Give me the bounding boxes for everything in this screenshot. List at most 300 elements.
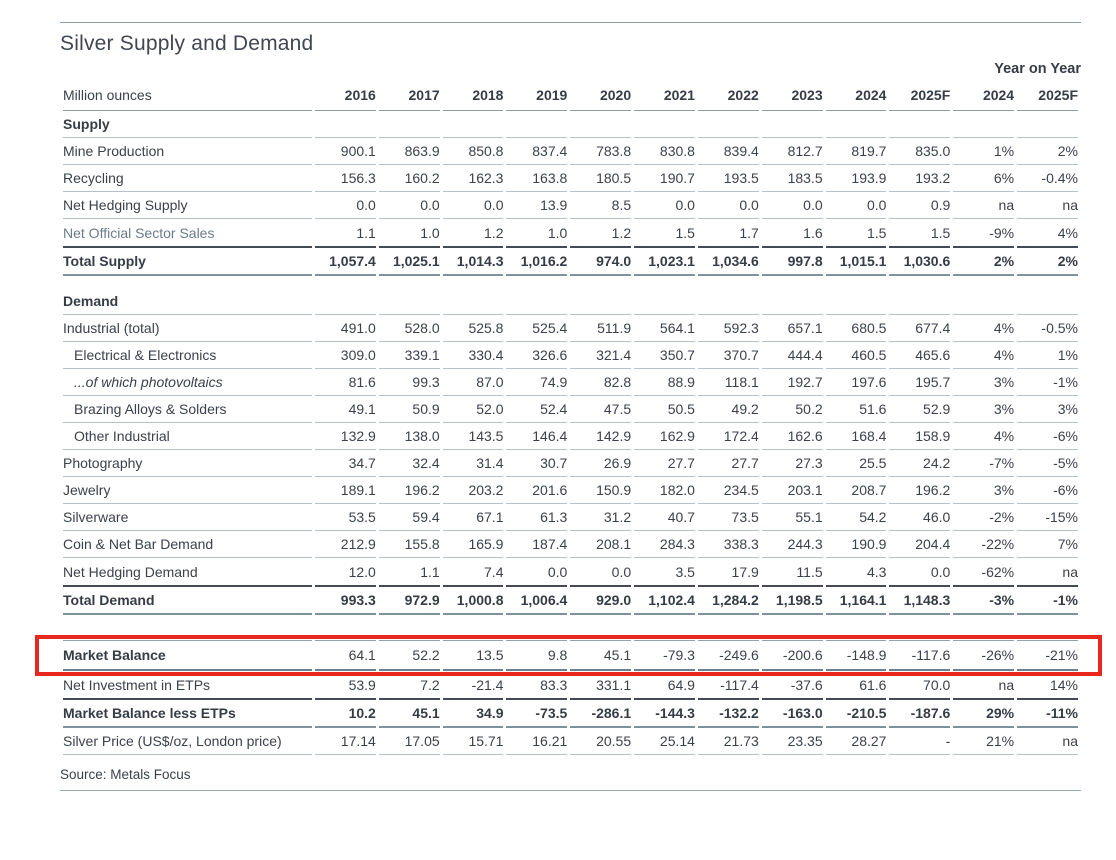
year-header: 2023 [762, 79, 823, 111]
value-cell: 1,034.6 [698, 246, 759, 276]
value-cell: -117.4 [720, 676, 759, 693]
value-cell: 158.9 [889, 423, 950, 450]
value-cell: 54.2 [826, 504, 887, 531]
yoy-value-cell: 3% [1017, 396, 1078, 423]
yoy-value-cell [1017, 111, 1078, 138]
year-header: 2021 [634, 79, 695, 111]
value-cell: 0.0 [611, 563, 632, 580]
value-cell: 15.71 [443, 728, 504, 755]
yoy-value-cell: -15% [1017, 504, 1078, 531]
value-cell: 53.9 [348, 676, 376, 693]
value-cell: 1.2 [611, 224, 632, 241]
value-cell: 203.2 [443, 477, 504, 504]
value-cell: 1.7 [739, 224, 759, 241]
value-cell [762, 111, 823, 138]
yoy-value-cell: 4% [953, 423, 1014, 450]
value-cell: 331.1 [596, 676, 632, 693]
value-cell: 680.5 [826, 315, 887, 342]
value-cell: 528.0 [379, 315, 440, 342]
value-cell: 4.3 [866, 563, 887, 580]
value-cell: 1,000.8 [443, 585, 504, 615]
value-cell: 163.8 [506, 165, 567, 192]
yoy-value-cell: na [1017, 728, 1078, 755]
value-cell: -37.6 [790, 676, 823, 693]
table-row [63, 477, 1078, 504]
value-cell: 1,025.1 [379, 246, 440, 276]
value-cell: 10.2 [315, 698, 376, 728]
value-cell: 338.3 [698, 531, 759, 558]
value-cell: 52.2 [379, 640, 440, 671]
yoy-value-cell: -1% [1017, 369, 1078, 396]
yoy-value-cell: 2% [953, 246, 1014, 276]
yoy-value-cell [953, 288, 1014, 315]
value-cell: 208.1 [570, 531, 631, 558]
yoy-value-cell: 7% [1017, 531, 1078, 558]
value-cell: 0.9 [889, 192, 950, 219]
value-cell: 204.4 [889, 531, 950, 558]
value-cell: 27.7 [634, 450, 695, 477]
value-cell: 1,023.1 [634, 246, 695, 276]
value-cell: 0.0 [826, 192, 887, 219]
value-cell: 180.5 [570, 165, 631, 192]
table-row [63, 531, 1078, 558]
table-row [63, 558, 1078, 585]
yoy-value-cell: 4% [1057, 224, 1078, 241]
row-label: Photography [63, 450, 312, 477]
value-cell: 830.8 [634, 138, 695, 165]
value-cell: 21.73 [698, 728, 759, 755]
value-cell: 677.4 [889, 315, 950, 342]
value-cell: 190.9 [826, 531, 887, 558]
year-on-year-label: Year on Year [994, 61, 1081, 77]
value-cell: 59.4 [379, 504, 440, 531]
row-label: Supply [63, 111, 312, 138]
value-cell: 49.1 [315, 396, 376, 423]
yoy-value-cell: -1% [1017, 585, 1078, 615]
value-cell: 118.1 [698, 369, 759, 396]
value-cell: 64.1 [315, 640, 376, 671]
row-label: Net Hedging Supply [63, 192, 312, 219]
row-label: Demand [63, 288, 312, 315]
yoy-value-cell [1017, 288, 1078, 315]
value-cell: 1,015.1 [826, 246, 887, 276]
yoy-value-cell: 1% [1017, 342, 1078, 369]
value-cell: 162.3 [443, 165, 504, 192]
yoy-value-cell: -6% [1017, 423, 1078, 450]
row-label: Total Supply [63, 246, 312, 276]
year-header: 2024 [826, 79, 887, 111]
yoy-value-cell: -21% [1017, 640, 1078, 671]
value-cell: 339.1 [379, 342, 440, 369]
value-cell: 1.0 [547, 224, 568, 241]
value-cell: 182.0 [634, 477, 695, 504]
value-cell: 783.8 [570, 138, 631, 165]
table-row [63, 640, 1078, 671]
value-cell: 160.2 [379, 165, 440, 192]
value-cell [570, 111, 631, 138]
value-cell: 155.8 [379, 531, 440, 558]
value-cell: 53.5 [315, 504, 376, 531]
value-cell: 17.05 [379, 728, 440, 755]
value-cell: 819.7 [826, 138, 887, 165]
value-cell: 16.21 [506, 728, 567, 755]
table-row [63, 450, 1078, 477]
table-row [63, 342, 1078, 369]
value-cell: 309.0 [315, 342, 376, 369]
value-cell: 1.6 [803, 224, 823, 241]
section-header-row [63, 111, 1078, 138]
value-cell: 162.9 [634, 423, 695, 450]
value-cell: 592.3 [698, 315, 759, 342]
top-rule [60, 22, 1081, 23]
value-cell [443, 111, 504, 138]
value-cell: 74.9 [506, 369, 567, 396]
value-cell: 8.5 [570, 192, 631, 219]
value-cell: 835.0 [889, 138, 950, 165]
value-cell: 1,198.5 [762, 585, 823, 615]
yoy-value-cell: 3% [953, 477, 1014, 504]
value-cell: 7.2 [420, 676, 440, 693]
value-cell: 1.1 [356, 224, 376, 241]
silver-supply-demand-table [60, 79, 1081, 755]
table-row [63, 504, 1078, 531]
value-cell: 465.6 [889, 342, 950, 369]
value-cell: 234.5 [698, 477, 759, 504]
value-cell: 50.9 [379, 396, 440, 423]
value-cell: 31.2 [570, 504, 631, 531]
value-cell: 244.3 [762, 531, 823, 558]
value-cell: 193.9 [826, 165, 887, 192]
yoy-value-cell: -6% [1017, 477, 1078, 504]
value-cell: -73.5 [506, 698, 567, 728]
value-cell: 52.4 [506, 396, 567, 423]
value-cell: 138.0 [379, 423, 440, 450]
yoy-value-cell: -0.5% [1017, 315, 1078, 342]
yoy-value-cell: 14% [1049, 676, 1078, 693]
value-cell: 187.4 [506, 531, 567, 558]
value-cell: 26.9 [570, 450, 631, 477]
value-cell: 50.2 [762, 396, 823, 423]
yoy-value-cell: 2% [1017, 138, 1078, 165]
row-label: Jewelry [63, 477, 312, 504]
value-cell: 81.6 [315, 369, 376, 396]
value-cell [634, 288, 695, 315]
value-cell: 1.0 [420, 224, 440, 241]
value-cell: 17.14 [315, 728, 376, 755]
value-cell: 350.7 [634, 342, 695, 369]
value-cell: 88.9 [634, 369, 695, 396]
value-cell: 12.0 [348, 563, 376, 580]
value-cell: 0.0 [315, 192, 376, 219]
value-cell: 1,014.3 [443, 246, 504, 276]
value-cell: 150.9 [570, 477, 631, 504]
row-label: Industrial (total) [63, 315, 312, 342]
value-cell: 52.0 [443, 396, 504, 423]
value-cell: 196.2 [379, 477, 440, 504]
yoy-value-cell: 21% [953, 728, 1014, 755]
yoy-value-cell: 2% [1017, 246, 1078, 276]
value-cell: 183.5 [762, 165, 823, 192]
value-cell: 525.8 [443, 315, 504, 342]
value-cell: -187.6 [889, 698, 950, 728]
value-cell: 61.6 [859, 676, 887, 693]
table-row [63, 396, 1078, 423]
table-row [63, 671, 1078, 698]
value-cell: -148.9 [826, 640, 887, 671]
value-cell: 45.1 [379, 698, 440, 728]
year-header: 2022 [698, 79, 759, 111]
yoy-value-cell: 4% [953, 342, 1014, 369]
value-cell: 142.9 [570, 423, 631, 450]
value-cell: -117.6 [889, 640, 950, 671]
value-cell: 13.5 [443, 640, 504, 671]
value-cell: 929.0 [570, 585, 631, 615]
value-cell: 34.9 [443, 698, 504, 728]
row-label: Market Balance less ETPs [63, 698, 312, 728]
table-row [63, 585, 1078, 615]
table-row [63, 698, 1078, 728]
value-cell: 863.9 [379, 138, 440, 165]
value-cell: 201.6 [506, 477, 567, 504]
value-cell: 0.0 [443, 192, 504, 219]
row-label: Coin & Net Bar Demand [63, 531, 312, 558]
table-row [63, 423, 1078, 450]
table-row [63, 219, 1078, 246]
value-cell: 511.9 [570, 315, 631, 342]
value-cell: 193.2 [889, 165, 950, 192]
yoy-value-cell: -2% [953, 504, 1014, 531]
value-cell: -210.5 [826, 698, 887, 728]
table-row [63, 728, 1078, 755]
yoy-value-cell: 3% [953, 369, 1014, 396]
table-row [63, 192, 1078, 219]
value-cell [826, 288, 887, 315]
value-cell: 850.8 [443, 138, 504, 165]
value-cell: 837.4 [506, 138, 567, 165]
value-cell: 193.5 [698, 165, 759, 192]
row-label: Net Investment in ETPs [63, 676, 211, 693]
value-cell: 1.2 [484, 224, 504, 241]
value-cell: 146.4 [506, 423, 567, 450]
value-cell: 321.4 [570, 342, 631, 369]
value-cell: 143.5 [443, 423, 504, 450]
value-cell: 1.5 [930, 224, 951, 241]
value-cell: 99.3 [379, 369, 440, 396]
row-label: Recycling [63, 165, 312, 192]
value-cell: 1.5 [675, 224, 695, 241]
value-cell: 34.7 [315, 450, 376, 477]
value-cell [889, 111, 950, 138]
yoy-value-cell: -9% [989, 224, 1015, 241]
value-cell: 73.5 [698, 504, 759, 531]
value-cell [698, 288, 759, 315]
value-cell: 1,006.4 [506, 585, 567, 615]
value-cell: 40.7 [634, 504, 695, 531]
yoy-year-header: 2024 [953, 79, 1014, 111]
value-cell [379, 288, 440, 315]
value-cell: 32.4 [379, 450, 440, 477]
value-cell: 162.6 [762, 423, 823, 450]
value-cell: 0.0 [634, 192, 695, 219]
yoy-value-cell: -26% [953, 640, 1014, 671]
value-cell: 45.1 [570, 640, 631, 671]
value-cell: 7.4 [484, 563, 504, 580]
value-cell [379, 111, 440, 138]
value-cell: 444.4 [762, 342, 823, 369]
row-label: Net Official Sector Sales [63, 224, 215, 241]
value-cell: 55.1 [762, 504, 823, 531]
value-cell [443, 288, 504, 315]
value-cell: 212.9 [315, 531, 376, 558]
value-cell: 70.0 [923, 676, 951, 693]
row-label: Electrical & Electronics [63, 342, 312, 369]
yoy-value-cell: 1% [953, 138, 1014, 165]
value-cell: 1,284.2 [698, 585, 759, 615]
value-cell [315, 111, 376, 138]
row-label: Mine Production [63, 138, 312, 165]
value-cell: 51.6 [826, 396, 887, 423]
value-cell: 27.7 [698, 450, 759, 477]
yoy-value-cell: 6% [953, 165, 1014, 192]
table-row [63, 369, 1078, 396]
row-label: ...of which photovoltaics [63, 369, 312, 396]
value-cell: 64.9 [667, 676, 695, 693]
value-cell: 564.1 [634, 315, 695, 342]
value-cell: 28.27 [826, 728, 887, 755]
value-cell: -163.0 [762, 698, 823, 728]
value-cell: -21.4 [471, 676, 504, 693]
value-cell: -132.2 [698, 698, 759, 728]
value-cell: 172.4 [698, 423, 759, 450]
spacer-row [63, 276, 1078, 288]
value-cell: 0.0 [930, 563, 951, 580]
value-cell [634, 111, 695, 138]
value-cell: 24.2 [889, 450, 950, 477]
row-label: Net Hedging Demand [63, 563, 198, 580]
value-cell: 9.8 [506, 640, 567, 671]
bottom-rule [60, 790, 1081, 791]
value-cell [698, 111, 759, 138]
value-cell: 27.3 [762, 450, 823, 477]
value-cell: 284.3 [634, 531, 695, 558]
value-cell: 17.9 [731, 563, 759, 580]
table-row [63, 315, 1078, 342]
spacer-cell [63, 276, 1078, 288]
source-note: Source: Metals Focus [60, 767, 191, 782]
value-cell: 50.5 [634, 396, 695, 423]
value-cell: 203.1 [762, 477, 823, 504]
value-cell: - [889, 728, 950, 755]
value-cell: 197.6 [826, 369, 887, 396]
yoy-value-cell: 29% [953, 698, 1014, 728]
value-cell: 997.8 [762, 246, 823, 276]
year-header: 2025F [889, 79, 950, 111]
value-cell: -200.6 [762, 640, 823, 671]
yoy-value-cell: 4% [953, 315, 1014, 342]
value-cell: 83.3 [540, 676, 568, 693]
value-cell: 189.1 [315, 477, 376, 504]
value-cell: 61.3 [506, 504, 567, 531]
year-header: 2016 [315, 79, 376, 111]
yoy-value-cell [953, 111, 1014, 138]
row-label: Market Balance [63, 640, 312, 671]
unit-header: Million ounces [63, 79, 312, 111]
yoy-value-cell: -62% [981, 563, 1015, 580]
yoy-value-cell: -3% [953, 585, 1014, 615]
value-cell: 1,164.1 [826, 585, 887, 615]
value-cell: 30.7 [506, 450, 567, 477]
value-cell: 67.1 [443, 504, 504, 531]
value-cell: 1.5 [866, 224, 887, 241]
value-cell: -144.3 [634, 698, 695, 728]
value-cell: 47.5 [570, 396, 631, 423]
value-cell: 208.7 [826, 477, 887, 504]
yoy-value-cell: -22% [953, 531, 1014, 558]
year-header: 2020 [570, 79, 631, 111]
value-cell: 23.35 [762, 728, 823, 755]
value-cell: 1,030.6 [889, 246, 950, 276]
value-cell: 326.6 [506, 342, 567, 369]
value-cell: 1,057.4 [315, 246, 376, 276]
value-cell: 0.0 [762, 192, 823, 219]
value-cell: -249.6 [698, 640, 759, 671]
year-header: 2019 [506, 79, 567, 111]
value-cell [762, 288, 823, 315]
table-row [63, 138, 1078, 165]
row-label: Silver Price (US$/oz, London price) [63, 728, 312, 755]
value-cell: 168.4 [826, 423, 887, 450]
value-cell: 1,148.3 [889, 585, 950, 615]
value-cell: 25.5 [826, 450, 887, 477]
value-cell: 1.1 [420, 563, 440, 580]
value-cell: 974.0 [570, 246, 631, 276]
yoy-value-cell: na [1062, 563, 1078, 580]
value-cell: 82.8 [570, 369, 631, 396]
value-cell: 20.55 [570, 728, 631, 755]
value-cell: 657.1 [762, 315, 823, 342]
value-cell: 11.5 [796, 563, 823, 580]
value-cell [570, 288, 631, 315]
row-label: Silverware [63, 504, 312, 531]
value-cell: 190.7 [634, 165, 695, 192]
value-cell: 192.7 [762, 369, 823, 396]
value-cell: 1,102.4 [634, 585, 695, 615]
value-cell: -79.3 [634, 640, 695, 671]
value-cell: 49.2 [698, 396, 759, 423]
value-cell: 525.4 [506, 315, 567, 342]
value-cell: -286.1 [570, 698, 631, 728]
report-page [60, 22, 1081, 791]
value-cell: 972.9 [379, 585, 440, 615]
year-header: 2017 [379, 79, 440, 111]
value-cell: 3.5 [675, 563, 695, 580]
value-cell: 812.7 [762, 138, 823, 165]
value-cell: 13.9 [506, 192, 567, 219]
year-header: 2018 [443, 79, 504, 111]
value-cell: 0.0 [547, 563, 568, 580]
value-cell [889, 288, 950, 315]
value-cell: 993.3 [315, 585, 376, 615]
yoy-value-cell: na [953, 192, 1014, 219]
yoy-value-cell: -7% [953, 450, 1014, 477]
section-header-row [63, 288, 1078, 315]
value-cell: 0.0 [379, 192, 440, 219]
table-row [63, 165, 1078, 192]
value-cell: 46.0 [889, 504, 950, 531]
value-cell: 165.9 [443, 531, 504, 558]
value-cell: 1,016.2 [506, 246, 567, 276]
value-cell: 31.4 [443, 450, 504, 477]
